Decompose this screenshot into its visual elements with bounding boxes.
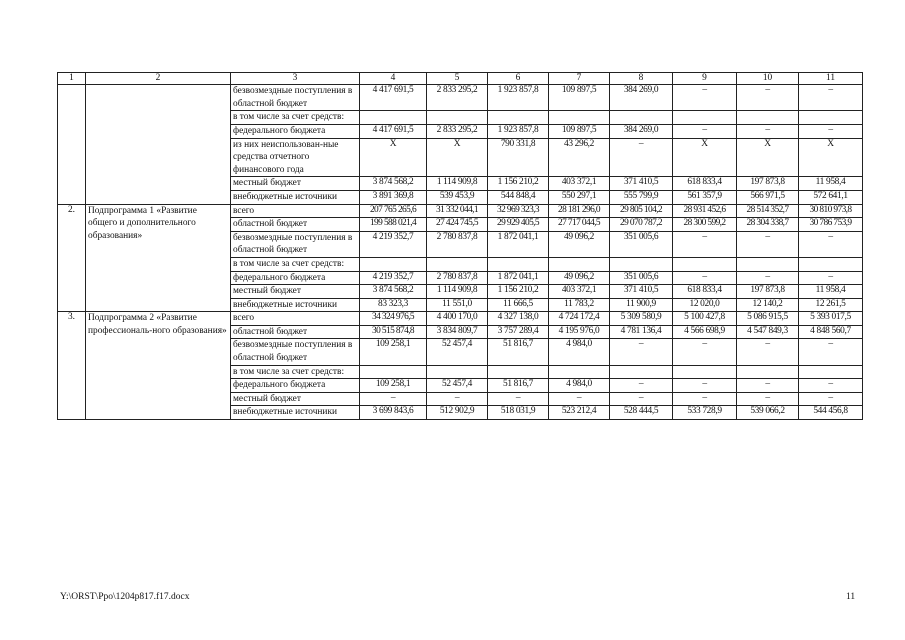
- amount-cell: 27 717 044,5: [549, 218, 610, 232]
- amount-cell: 30 786 753,9: [799, 218, 863, 232]
- amount-cell: 30 810 973,8: [799, 204, 863, 218]
- amount-cell: 30 515 874,8: [360, 325, 427, 339]
- amount-cell: [427, 111, 488, 125]
- funding-source: федерального бюджета: [231, 124, 360, 138]
- amount-cell: 539 453,9: [427, 190, 488, 204]
- amount-cell: –: [673, 379, 737, 393]
- amount-cell: –: [673, 392, 737, 406]
- amount-cell: 31 332 044,1: [427, 204, 488, 218]
- amount-cell: 28 514 352,7: [737, 204, 799, 218]
- funding-source: федерального бюджета: [231, 379, 360, 393]
- funding-source: внебюджетные источники: [231, 298, 360, 312]
- header-row: [58, 73, 863, 85]
- amount-cell: 27 424 745,5: [427, 218, 488, 232]
- amount-cell: 28 300 599,2: [673, 218, 737, 232]
- amount-cell: [549, 111, 610, 125]
- amount-cell: X: [360, 138, 427, 177]
- amount-cell: 51 816,7: [488, 379, 549, 393]
- amount-cell: 28 181 296,0: [549, 204, 610, 218]
- amount-cell: 109 897,5: [549, 124, 610, 138]
- amount-cell: 4 566 698,9: [673, 325, 737, 339]
- amount-cell: [673, 111, 737, 125]
- amount-cell: –: [737, 231, 799, 257]
- amount-cell: [610, 257, 673, 271]
- amount-cell: 49 096,2: [549, 271, 610, 285]
- column-number-header: 10: [737, 73, 799, 85]
- funding-source: в том числе за счет средств:: [231, 365, 360, 379]
- table-row: [58, 204, 863, 218]
- amount-cell: 43 296,2: [549, 138, 610, 177]
- amount-cell: 109 897,5: [549, 85, 610, 111]
- budget-table: [57, 72, 863, 420]
- funding-source: внебюджетные источники: [231, 406, 360, 420]
- amount-cell: [360, 365, 427, 379]
- funding-source: в том числе за счет средств:: [231, 111, 360, 125]
- amount-cell: –: [799, 392, 863, 406]
- amount-cell: [488, 111, 549, 125]
- amount-cell: 371 410,5: [610, 177, 673, 191]
- column-number-header: 7: [549, 73, 610, 85]
- amount-cell: [610, 365, 673, 379]
- amount-cell: 207 765 265,6: [360, 204, 427, 218]
- amount-cell: 512 902,9: [427, 406, 488, 420]
- amount-cell: 3 757 289,4: [488, 325, 549, 339]
- funding-source: из них неиспользован-ные средства отчетного финансового года: [231, 138, 360, 177]
- funding-source: областной бюджет: [231, 218, 360, 232]
- amount-cell: 4 195 976,0: [549, 325, 610, 339]
- amount-cell: 3 834 809,7: [427, 325, 488, 339]
- amount-cell: 4 219 352,7: [360, 231, 427, 257]
- amount-cell: –: [799, 124, 863, 138]
- amount-cell: 1 114 909,8: [427, 285, 488, 299]
- column-number-header: 4: [360, 73, 427, 85]
- amount-cell: 618 833,4: [673, 177, 737, 191]
- amount-cell: –: [673, 231, 737, 257]
- amount-cell: –: [737, 124, 799, 138]
- amount-cell: X: [427, 138, 488, 177]
- amount-cell: [799, 111, 863, 125]
- amount-cell: 2 780 837,8: [427, 231, 488, 257]
- amount-cell: 1 872 041,1: [488, 271, 549, 285]
- amount-cell: 1 923 857,8: [488, 124, 549, 138]
- amount-cell: 11 551,0: [427, 298, 488, 312]
- amount-cell: –: [610, 339, 673, 365]
- amount-cell: –: [799, 231, 863, 257]
- amount-cell: [427, 257, 488, 271]
- amount-cell: –: [673, 271, 737, 285]
- funding-source: местный бюджет: [231, 285, 360, 299]
- amount-cell: 572 641,1: [799, 190, 863, 204]
- amount-cell: 29 805 104,2: [610, 204, 673, 218]
- amount-cell: 12 140,2: [737, 298, 799, 312]
- amount-cell: 109 258,1: [360, 379, 427, 393]
- amount-cell: 11 958,4: [799, 285, 863, 299]
- amount-cell: 34 324 976,5: [360, 312, 427, 326]
- amount-cell: –: [673, 124, 737, 138]
- page-number: 11: [846, 592, 856, 602]
- amount-cell: X: [799, 138, 863, 177]
- row-index: 2.: [58, 204, 86, 312]
- funding-source: всего: [231, 204, 360, 218]
- amount-cell: [610, 111, 673, 125]
- amount-cell: 5 393 017,5: [799, 312, 863, 326]
- amount-cell: 1 156 210,2: [488, 285, 549, 299]
- amount-cell: 11 783,2: [549, 298, 610, 312]
- amount-cell: X: [673, 138, 737, 177]
- program-name: Подпрограмма 2 «Развитие профессиональ-ного образования»: [86, 312, 231, 420]
- amount-cell: 2 833 295,2: [427, 85, 488, 111]
- funding-source: безвозмездные поступления в областной бюджет: [231, 231, 360, 257]
- amount-cell: 52 457,4: [427, 379, 488, 393]
- column-number-header: 11: [799, 73, 863, 85]
- funding-source: местный бюджет: [231, 392, 360, 406]
- amount-cell: 11 958,4: [799, 177, 863, 191]
- amount-cell: 2 833 295,2: [427, 124, 488, 138]
- amount-cell: 199 588 021,4: [360, 218, 427, 232]
- amount-cell: 4 724 172,4: [549, 312, 610, 326]
- amount-cell: –: [610, 138, 673, 177]
- amount-cell: 518 031,9: [488, 406, 549, 420]
- amount-cell: 12 261,5: [799, 298, 863, 312]
- amount-cell: 28 931 452,6: [673, 204, 737, 218]
- amount-cell: –: [610, 392, 673, 406]
- program-name: [86, 85, 231, 204]
- amount-cell: –: [737, 392, 799, 406]
- amount-cell: 403 372,1: [549, 285, 610, 299]
- column-number-header: 3: [231, 73, 360, 85]
- amount-cell: 52 457,4: [427, 339, 488, 365]
- amount-cell: 544 848,4: [488, 190, 549, 204]
- amount-cell: 4 984,0: [549, 339, 610, 365]
- amount-cell: [799, 365, 863, 379]
- amount-cell: 550 297,1: [549, 190, 610, 204]
- amount-cell: 4 327 138,0: [488, 312, 549, 326]
- amount-cell: X: [737, 138, 799, 177]
- funding-source: областной бюджет: [231, 325, 360, 339]
- amount-cell: 561 357,9: [673, 190, 737, 204]
- table-row: [58, 312, 863, 326]
- amount-cell: [799, 257, 863, 271]
- amount-cell: 2 780 837,8: [427, 271, 488, 285]
- amount-cell: 618 833,4: [673, 285, 737, 299]
- amount-cell: 403 372,1: [549, 177, 610, 191]
- amount-cell: 4 547 849,3: [737, 325, 799, 339]
- funding-source: федерального бюджета: [231, 271, 360, 285]
- amount-cell: [549, 365, 610, 379]
- amount-cell: 4 984,0: [549, 379, 610, 393]
- amount-cell: [737, 365, 799, 379]
- amount-cell: 5 086 915,5: [737, 312, 799, 326]
- amount-cell: 109 258,1: [360, 339, 427, 365]
- amount-cell: 11 900,9: [610, 298, 673, 312]
- amount-cell: 28 304 338,7: [737, 218, 799, 232]
- amount-cell: 49 096,2: [549, 231, 610, 257]
- amount-cell: 539 066,2: [737, 406, 799, 420]
- amount-cell: 384 269,0: [610, 124, 673, 138]
- funding-source: внебюджетные источники: [231, 190, 360, 204]
- row-index: [58, 85, 86, 204]
- column-number-header: 6: [488, 73, 549, 85]
- amount-cell: –: [737, 339, 799, 365]
- amount-cell: [427, 365, 488, 379]
- funding-source: местный бюджет: [231, 177, 360, 191]
- column-number-header: 1: [58, 73, 86, 85]
- amount-cell: 371 410,5: [610, 285, 673, 299]
- amount-cell: –: [427, 392, 488, 406]
- amount-cell: [360, 111, 427, 125]
- amount-cell: –: [737, 379, 799, 393]
- amount-cell: –: [549, 392, 610, 406]
- funding-source: в том числе за счет средств:: [231, 257, 360, 271]
- amount-cell: 555 799,9: [610, 190, 673, 204]
- funding-source: безвозмездные поступления в областной бюджет: [231, 85, 360, 111]
- amount-cell: 566 971,5: [737, 190, 799, 204]
- amount-cell: –: [673, 85, 737, 111]
- amount-cell: 32 969 323,3: [488, 204, 549, 218]
- program-name: Подпрограмма 1 «Развитие общего и дополнительного образования»: [86, 204, 231, 312]
- amount-cell: 4 848 560,7: [799, 325, 863, 339]
- table-row: [58, 85, 863, 111]
- footer-file-path: Y:\ORST\Ppo\1204p817.f17.docx: [60, 592, 190, 602]
- amount-cell: –: [610, 379, 673, 393]
- column-number-header: 2: [86, 73, 231, 85]
- amount-cell: 4 219 352,7: [360, 271, 427, 285]
- amount-cell: [549, 257, 610, 271]
- amount-cell: 197 873,8: [737, 285, 799, 299]
- amount-cell: –: [488, 392, 549, 406]
- row-index: 3.: [58, 312, 86, 420]
- amount-cell: –: [737, 85, 799, 111]
- amount-cell: –: [737, 271, 799, 285]
- amount-cell: –: [799, 85, 863, 111]
- amount-cell: 3 699 843,6: [360, 406, 427, 420]
- amount-cell: [488, 365, 549, 379]
- amount-cell: 1 156 210,2: [488, 177, 549, 191]
- column-number-header: 9: [673, 73, 737, 85]
- amount-cell: 5 309 580,9: [610, 312, 673, 326]
- column-number-header: 5: [427, 73, 488, 85]
- amount-cell: 3 874 568,2: [360, 177, 427, 191]
- amount-cell: 4 400 170,0: [427, 312, 488, 326]
- amount-cell: 83 323,3: [360, 298, 427, 312]
- amount-cell: 29 929 405,5: [488, 218, 549, 232]
- amount-cell: 1 114 909,8: [427, 177, 488, 191]
- amount-cell: [488, 257, 549, 271]
- amount-cell: 533 728,9: [673, 406, 737, 420]
- amount-cell: 3 891 369,8: [360, 190, 427, 204]
- amount-cell: 1 872 041,1: [488, 231, 549, 257]
- funding-source: всего: [231, 312, 360, 326]
- amount-cell: 4 417 691,5: [360, 124, 427, 138]
- funding-source: безвозмездные поступления в областной бюджет: [231, 339, 360, 365]
- amount-cell: 12 020,0: [673, 298, 737, 312]
- column-number-header: 8: [610, 73, 673, 85]
- amount-cell: [737, 111, 799, 125]
- amount-cell: 29 070 787,2: [610, 218, 673, 232]
- amount-cell: 790 331,8: [488, 138, 549, 177]
- amount-cell: 51 816,7: [488, 339, 549, 365]
- amount-cell: 4 781 136,4: [610, 325, 673, 339]
- amount-cell: 384 269,0: [610, 85, 673, 111]
- amount-cell: –: [799, 339, 863, 365]
- amount-cell: 544 456,8: [799, 406, 863, 420]
- amount-cell: [360, 257, 427, 271]
- amount-cell: [673, 365, 737, 379]
- amount-cell: 1 923 857,8: [488, 85, 549, 111]
- amount-cell: 528 444,5: [610, 406, 673, 420]
- amount-cell: 4 417 691,5: [360, 85, 427, 111]
- amount-cell: 11 666,5: [488, 298, 549, 312]
- amount-cell: [673, 257, 737, 271]
- amount-cell: 197 873,8: [737, 177, 799, 191]
- amount-cell: 523 212,4: [549, 406, 610, 420]
- amount-cell: 3 874 568,2: [360, 285, 427, 299]
- table-body: [58, 85, 863, 420]
- amount-cell: 351 005,6: [610, 271, 673, 285]
- amount-cell: –: [360, 392, 427, 406]
- amount-cell: [737, 257, 799, 271]
- amount-cell: –: [799, 379, 863, 393]
- amount-cell: 5 100 427,8: [673, 312, 737, 326]
- amount-cell: 351 005,6: [610, 231, 673, 257]
- amount-cell: –: [799, 271, 863, 285]
- amount-cell: –: [673, 339, 737, 365]
